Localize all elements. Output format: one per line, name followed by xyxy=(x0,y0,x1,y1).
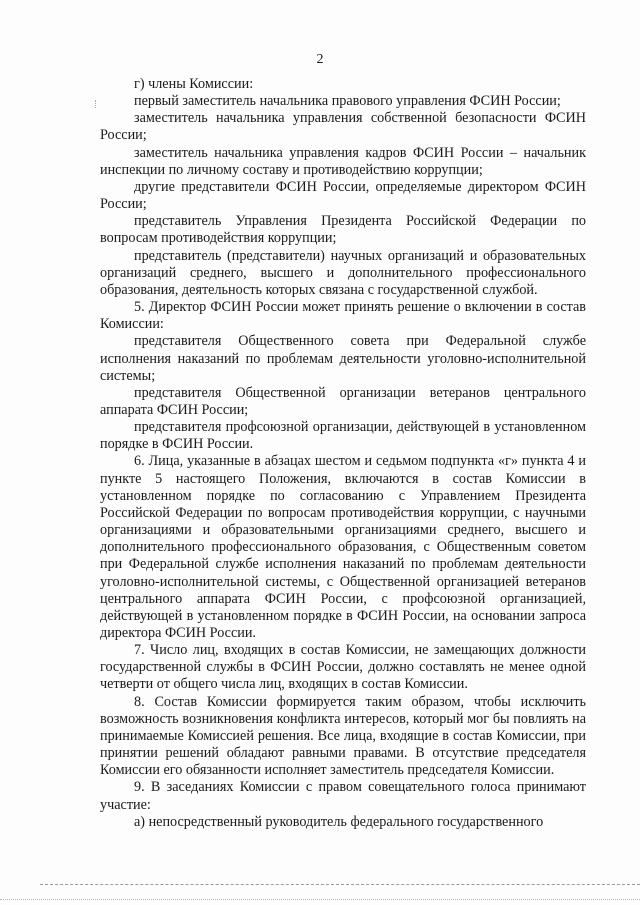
paragraph-item-7: 7. Число лиц, входящих в состав Комиссии, не замещающих должности государственной службы в ФСИН России, должно составлять не менее одной четверти от общего числа лиц, входящих в состав Комиссии. xyxy=(100,642,586,693)
paragraph-veterans: представителя Общественной организации ветеранов центрального аппарата ФСИН России; xyxy=(100,384,586,418)
paragraph-deputy-hr: заместитель начальника управления кадров ФСИН России – начальник инспекции по личному составу и противодействию коррупции; xyxy=(100,144,586,178)
paragraph-other-representatives: другие представители ФСИН России, определяемые директором ФСИН России; xyxy=(100,178,586,213)
paragraph-union: представителя профсоюзной организации, действующей в установленном порядке в ФСИН России. xyxy=(100,419,586,453)
paragraph-item-9a: а) непосредственный руководитель федерального государственного xyxy=(134,813,544,830)
paragraph-item-6: 6. Лица, указанные в абзацах шестом и седьмом подпункта «г» пункта 4 и пункте 5 настоящего Положения, включаются в состав Комиссии в установленном порядке по согласованию с Управлением Президента Российской Федерации по вопросам противодействия коррупции, с научными организациями и образовательными организациями среднего, высшего и дополнительного профессионального образования, с Общественным советом при Федеральной службе исполнения наказаний по проблемам деятельности уголовно-исполнительной системы, с Общественной организацией ветеранов центрального аппарата ФСИН России, с профсоюзной организацией, действующей в установленном порядке в ФСИН России, на основании запроса директора ФСИН России. xyxy=(100,453,586,641)
paragraph-item-8: 8. Состав Комиссии формируется таким образом, чтобы исключить возможность возникновения конфликта интересов, который мог бы повлиять на принимаемые Комиссией решения. Все лица, входящие в состав Комиссии, при принятии решений обладают равными правами. В отсутствие председателя Комиссии его обязанности исполняет заместитель председателя Комиссии. xyxy=(100,693,586,779)
scan-edge-line-lower xyxy=(0,899,640,900)
paragraph-president-office: представитель Управления Президента Российской Федерации по вопросам противодействия коррупции; xyxy=(100,213,586,247)
paragraph-first-deputy: первый заместитель начальника правового управления ФСИН России; xyxy=(134,93,561,110)
scan-edge-line xyxy=(40,884,640,885)
paragraph-commission-members: г) члены Комиссии: xyxy=(134,76,254,92)
paragraph-scientific-orgs: представитель (представители) научных организаций и образовательных организаций среднего, высшего и дополнительного профессионального образования, деятельность которых связана с государственной службой. xyxy=(100,247,586,298)
paragraph-public-council: представителя Общественного совета при Федеральной службе исполнения наказаний по проблемам деятельности уголовно-исполнительной системы; xyxy=(100,333,586,384)
margin-mark xyxy=(95,100,97,108)
paragraph-item-5: 5. Директор ФСИН России может принять решение о включении в состав Комиссии: xyxy=(100,299,586,333)
paragraph-item-9: 9. В заседаниях Комиссии с правом совещательного голоса принимают участие: xyxy=(100,779,586,813)
paragraph-deputy-security: заместитель начальника управления собственной безопасности ФСИН России; xyxy=(100,110,586,144)
document-body xyxy=(100,76,586,831)
page-number: 2 xyxy=(316,52,324,67)
